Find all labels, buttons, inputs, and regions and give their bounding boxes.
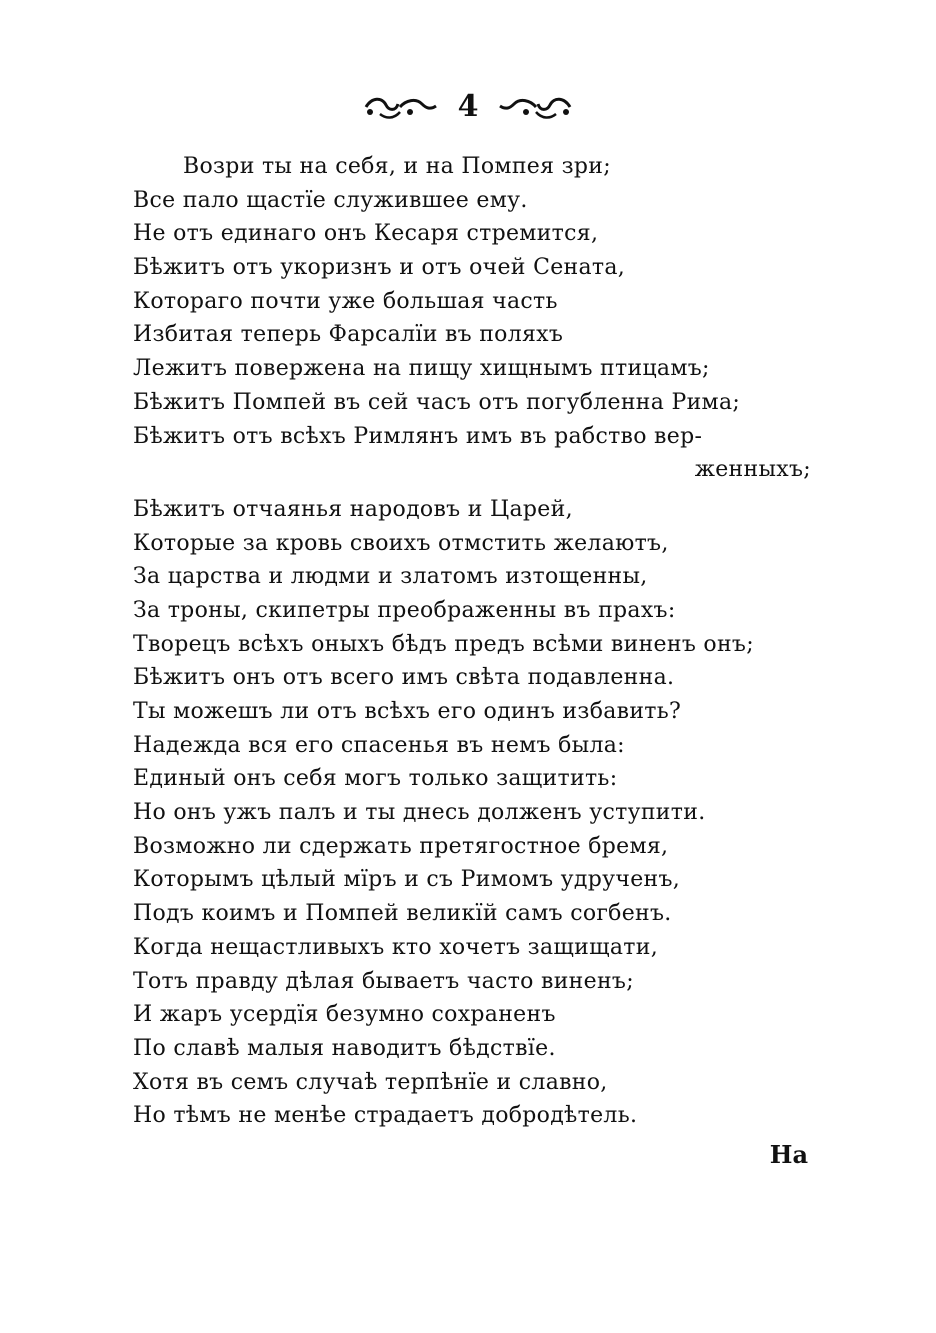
verse-line: Возри ты на себя, и на Помпея зри; <box>183 154 611 179</box>
catchword: На <box>769 1140 808 1169</box>
verse-line: Бѣжитъ отъ всѣхъ Римлянъ имъ въ рабство вер- <box>133 423 703 449</box>
left-fleuron-icon <box>360 92 440 122</box>
verse-line-runover: женныхъ; <box>694 457 811 483</box>
verse-line: Надежда вся его спасенья въ немъ была: <box>133 732 625 758</box>
verse-line: Но тѣмъ не менѣе страдаетъ добродѣтель. <box>133 1103 638 1129</box>
verse-line: Избитая теперь Фарсалїи въ поляхъ <box>133 322 564 348</box>
verse-line: Единый онъ себя могъ только защитить: <box>133 766 618 792</box>
verse-line: По славѣ малыя наводитъ бѣдствїе. <box>133 1035 556 1061</box>
verse-line: Которымъ цѣлый мїръ и съ Римомъ удрученъ, <box>133 867 681 893</box>
verse-line: Подъ коимъ и Помпей великїй самъ согбенъ. <box>133 901 672 927</box>
verse-line: Которые за кровь своихъ отмстить желаютъ, <box>133 530 669 556</box>
verse-line: Все пало щастїе служившее ему. <box>133 187 528 213</box>
page-number: 4 <box>457 89 479 124</box>
verse-block <box>133 150 813 1133</box>
verse-line: Ты можешъ ли отъ всѣхъ его одинъ избавить? <box>133 699 682 724</box>
verse-line: Хотя въ семъ случаѣ терпѣнїе и славно, <box>133 1069 608 1095</box>
verse-line: Бѣжитъ онъ отъ всего имъ свѣта подавленна. <box>133 665 675 691</box>
verse-line: Не отъ единаго онъ Кесаря стремится, <box>133 221 599 247</box>
verse-line: Бѣжитъ отчаянья народовъ и Царей, <box>133 496 573 522</box>
verse-line: Лежитъ повержена на пищу хищнымъ птицамъ; <box>133 356 710 382</box>
verse-line: Но онъ ужъ палъ и ты днесь долженъ уступити. <box>133 800 706 826</box>
verse-line: Когда нещастливыхъ кто хочетъ защищати, <box>133 934 658 960</box>
right-fleuron-icon <box>496 92 576 122</box>
verse-line: И жаръ усердїя безумно сохраненъ <box>133 1002 556 1028</box>
verse-line: За царства и людми и златомъ изтощенны, <box>133 564 648 590</box>
verse-line: Бѣжитъ Помпей въ сей часъ отъ погубленна Рима; <box>133 389 741 415</box>
verse-line: Возможно ли сдержать претягостное бремя, <box>133 833 669 859</box>
verse-line: Тотъ правду дѣлая бываетъ часто виненъ; <box>133 968 634 994</box>
page-header <box>0 89 936 124</box>
verse-line: За троны, скипетры преображенны въ прахъ: <box>133 597 676 623</box>
verse-line: Бѣжитъ отъ укоризнъ и отъ очей Сената, <box>133 255 626 281</box>
verse-line: Котораго почти уже большая часть <box>133 288 558 314</box>
verse-line: Творецъ всѣхъ оныхъ бѣдъ предъ всѣми виненъ онъ; <box>133 631 754 657</box>
